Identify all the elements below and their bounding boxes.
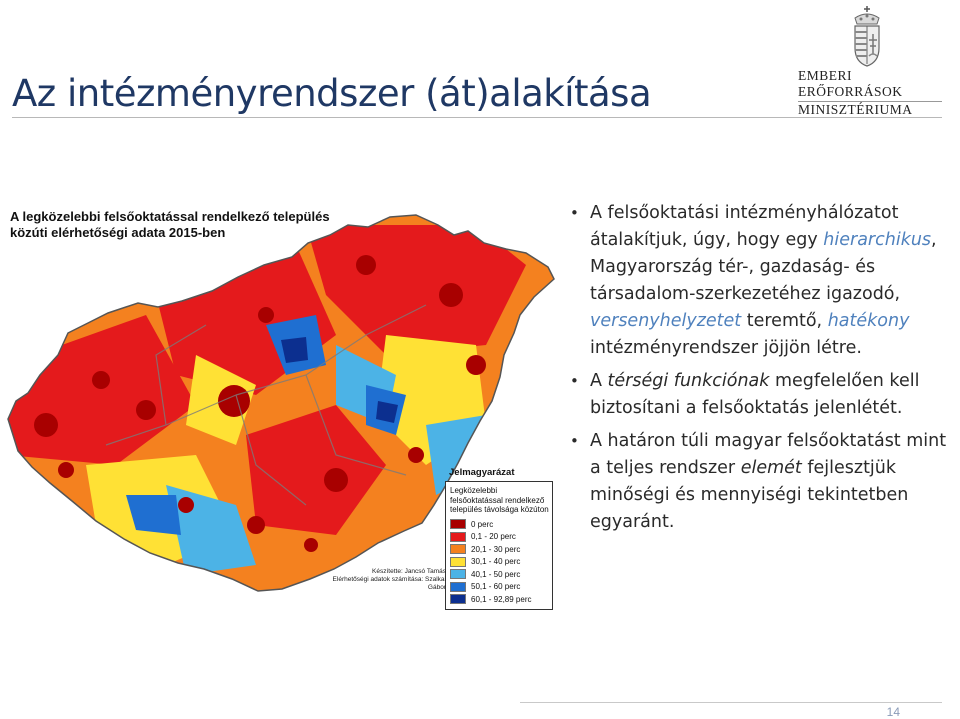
accessibility-map <box>6 205 558 604</box>
legend-item <box>450 556 549 567</box>
legend-swatch <box>450 594 466 604</box>
page-number: 14 <box>886 705 900 719</box>
bullet-item <box>570 368 955 422</box>
legend-box <box>445 481 553 610</box>
bullet-emphasis-text: térségi funkciónak <box>607 371 770 391</box>
ministry-name-line1: EMBERI ERŐFORRÁSOK <box>798 68 903 99</box>
bullet-text: A határon túli magyar felsőoktatást mint a teljes rendszer <box>590 431 947 478</box>
legend-label: 40,1 - 50 perc <box>471 569 521 579</box>
credit-author: Készítette: Jancsó Tamás <box>372 568 446 575</box>
bullet-list <box>570 200 955 542</box>
bullet-emphasis-text: hierarchikus <box>823 230 932 250</box>
bullet-text: , Magyarország tér-, gazdaság- és társadalom-szerkezetéhez igazodó, <box>590 230 937 304</box>
legend-item <box>450 569 549 580</box>
bullet-dot-icon: • <box>570 372 579 390</box>
ministry-name-line2: MINISZTÉRIUMA <box>798 102 913 117</box>
bullet-dot-icon: • <box>570 432 579 450</box>
map-title-line2: közúti elérhetőségi adata 2015-ben <box>10 225 226 240</box>
legend-swatch <box>450 557 466 567</box>
legend-swatch <box>450 532 466 542</box>
slide-title: Az intézményrendszer (át)alakítása <box>12 72 652 115</box>
map-credits <box>322 568 446 592</box>
legend-item <box>450 544 549 555</box>
hungarian-coat-of-arms-icon <box>847 4 887 68</box>
bullet-emphasis-text: versenyhelyzetet <box>590 311 742 331</box>
bullet-dot-icon: • <box>570 204 579 222</box>
bullet-item <box>570 200 955 362</box>
legend-item <box>450 594 549 605</box>
bullet-text: A <box>590 371 608 391</box>
legend-description: Legközelebbi felsőoktatással rendelkező település távolsága közúton <box>450 486 549 514</box>
map-legend <box>445 467 553 610</box>
legend-label: 0 perc <box>471 519 494 529</box>
bullet-item <box>570 428 955 536</box>
legend-label: 50,1 - 60 perc <box>471 582 521 591</box>
map-title-line1: A legközelebbi felsőoktatással rendelkező település <box>10 209 330 224</box>
legend-item <box>450 519 549 530</box>
bullet-emphasis-text: hatékony <box>827 311 910 331</box>
legend-label: 30,1 - 40 perc <box>471 557 521 566</box>
legend-swatch <box>450 544 466 554</box>
bullet-text: intézményrendszer jöjjön létre. <box>590 338 862 358</box>
legend-item <box>450 531 549 542</box>
ministry-logo <box>792 4 942 118</box>
map-title <box>10 209 330 241</box>
legend-swatch <box>450 519 466 529</box>
legend-label: 20,1 - 30 perc <box>471 544 521 554</box>
legend-label: 0,1 - 20 perc <box>471 532 516 541</box>
legend-heading: Jelmagyarázat <box>449 467 515 478</box>
footer-divider <box>520 702 942 703</box>
bullet-text: fejlesztjük minőségi és mennyiségi tekintetben egyaránt. <box>590 458 909 532</box>
credit-data-source: Elérhetőségi adatok számítása: Szalkai Gábor <box>332 576 446 591</box>
bullet-text: A felsőoktatási intézményhálózatot átalakítjuk, úgy, hogy egy <box>590 203 899 250</box>
legend-item <box>450 581 549 592</box>
legend-rows <box>450 519 549 605</box>
legend-swatch <box>450 569 466 579</box>
bullet-text: teremtő, <box>741 311 828 331</box>
bullet-text: megfelelően kell biztosítani a felsőoktatás jelenlétét. <box>590 371 920 418</box>
legend-swatch <box>450 582 466 592</box>
bullet-emphasis-text: elemét <box>740 458 802 478</box>
legend-label: 60,1 - 92,89 perc <box>471 594 532 604</box>
